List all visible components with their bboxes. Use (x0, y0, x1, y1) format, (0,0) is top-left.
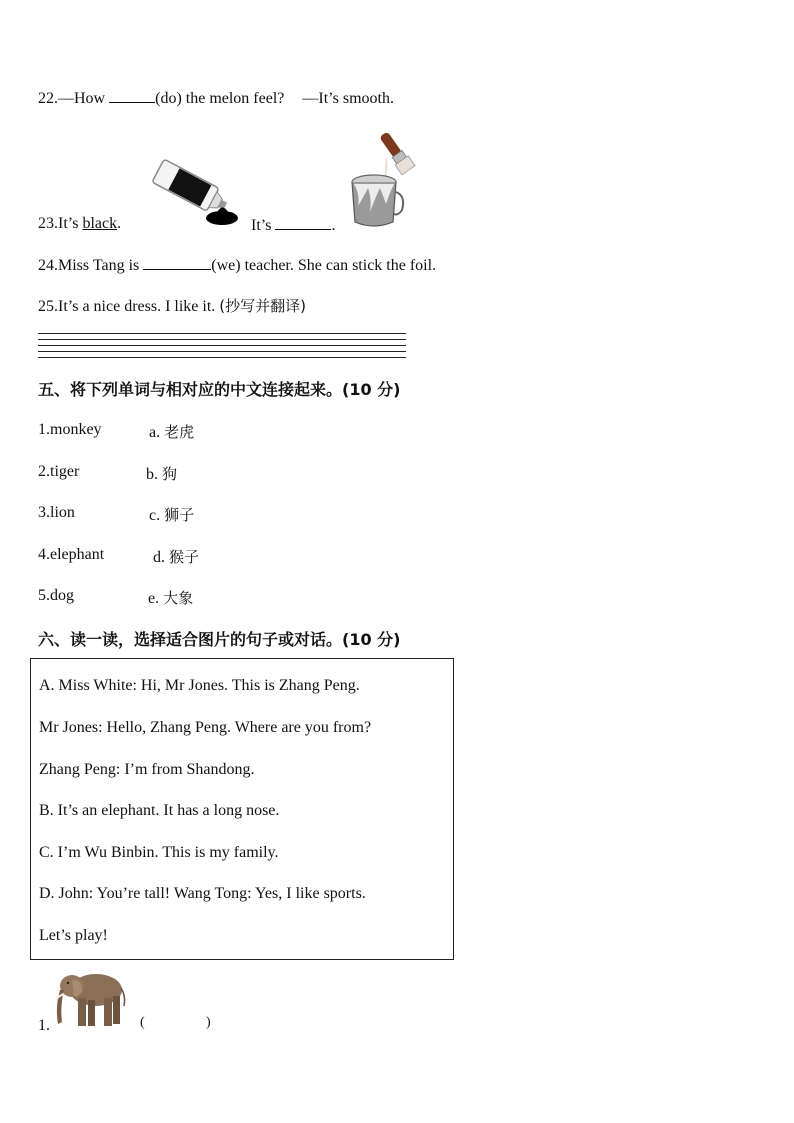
q25-hint: (抄写并翻译) (219, 297, 307, 315)
option-a-line-3: Zhang Peng: I’m from Shandong. (39, 761, 255, 778)
match-option-d[interactable] (153, 546, 199, 567)
option-c-line: C. I’m Wu Binbin. This is my family. (39, 844, 279, 861)
writing-line-1[interactable] (38, 333, 406, 334)
option-letter: b. (146, 466, 158, 483)
question-23 (38, 215, 121, 233)
match-word-3[interactable]: 3.lion (38, 504, 75, 521)
match-option-e[interactable] (148, 587, 193, 608)
q23-end: . (331, 217, 336, 234)
q22-question-start: —How (58, 90, 110, 107)
section-6-title: 六、读一读，选择适合图片的句子或对话。(10 分) (38, 630, 401, 649)
q22-question-rest: (do) the melon feel? (155, 90, 285, 107)
question-25 (38, 295, 306, 316)
option-a-line-2: Mr Jones: Hello, Zhang Peng. Where are you from? (39, 719, 372, 736)
question-23-second (251, 215, 335, 235)
q25-number: 25. (38, 298, 58, 315)
option-letter: e. (148, 590, 160, 607)
match-word-5[interactable]: 5.dog (38, 587, 74, 604)
option-letter: c. (149, 507, 161, 524)
option-chinese: 猴子 (169, 548, 200, 566)
q23-period: . (117, 215, 122, 232)
item-1-answer-space[interactable] (150, 1015, 206, 1033)
item-1-answer-paren-close: ) (206, 1015, 211, 1030)
match-word-4[interactable]: 4.elephant (38, 546, 105, 563)
q24-part2: (we) teacher. She can stick the foil. (211, 257, 437, 274)
q23-number: 23. (38, 215, 58, 232)
writing-line-5[interactable] (38, 357, 406, 358)
option-d-line-2: Let’s play! (39, 927, 108, 944)
q24-part1: Miss Tang is (58, 257, 144, 274)
elephant-icon (50, 966, 130, 1030)
item-1-answer-paren-open: ( (140, 1015, 145, 1030)
q23-blank[interactable] (275, 215, 331, 230)
match-option-b[interactable] (146, 463, 177, 484)
writing-line-2[interactable] (38, 339, 406, 340)
q25-text: It’s a nice dress. I like it. (58, 298, 220, 315)
item-1-number: 1. (38, 1017, 50, 1034)
section-5-title: 五、将下列单词与相对应的中文连接起来。(10 分) (38, 380, 401, 399)
q24-number: 24. (38, 257, 58, 274)
option-letter: a. (149, 424, 161, 441)
q23-part1: It’s (58, 215, 83, 232)
match-word-1[interactable]: 1.monkey (38, 421, 102, 438)
q23-part2: It’s (251, 217, 276, 234)
option-b-line: B. It’s an elephant. It has a long nose. (39, 802, 280, 819)
match-word-2[interactable]: 2.tiger (38, 463, 80, 480)
paint-bucket-brush-icon (346, 126, 428, 230)
options-box (30, 658, 454, 960)
writing-line-4[interactable] (38, 351, 406, 352)
match-option-c[interactable] (149, 504, 194, 525)
q22-number: 22. (38, 90, 58, 107)
option-chinese: 狗 (162, 465, 178, 483)
question-24 (38, 255, 436, 275)
black-paint-tube-icon (142, 156, 242, 228)
q22-answer: —It’s smooth. (302, 90, 394, 107)
option-chinese: 老虎 (164, 423, 195, 441)
writing-line-3[interactable] (38, 345, 406, 346)
question-22 (38, 88, 394, 108)
q24-blank[interactable] (143, 255, 211, 270)
option-letter: d. (153, 549, 165, 566)
option-a-line-1: A. Miss White: Hi, Mr Jones. This is Zhang Peng. (39, 677, 360, 694)
match-option-a[interactable] (149, 421, 194, 442)
q22-blank[interactable] (109, 88, 155, 103)
option-chinese: 大象 (163, 589, 194, 607)
q23-example-word: black (82, 215, 118, 232)
option-d-line-1: D. John: You’re tall! Wang Tong: Yes, I like sports. (39, 885, 366, 902)
option-chinese: 狮子 (164, 506, 195, 524)
